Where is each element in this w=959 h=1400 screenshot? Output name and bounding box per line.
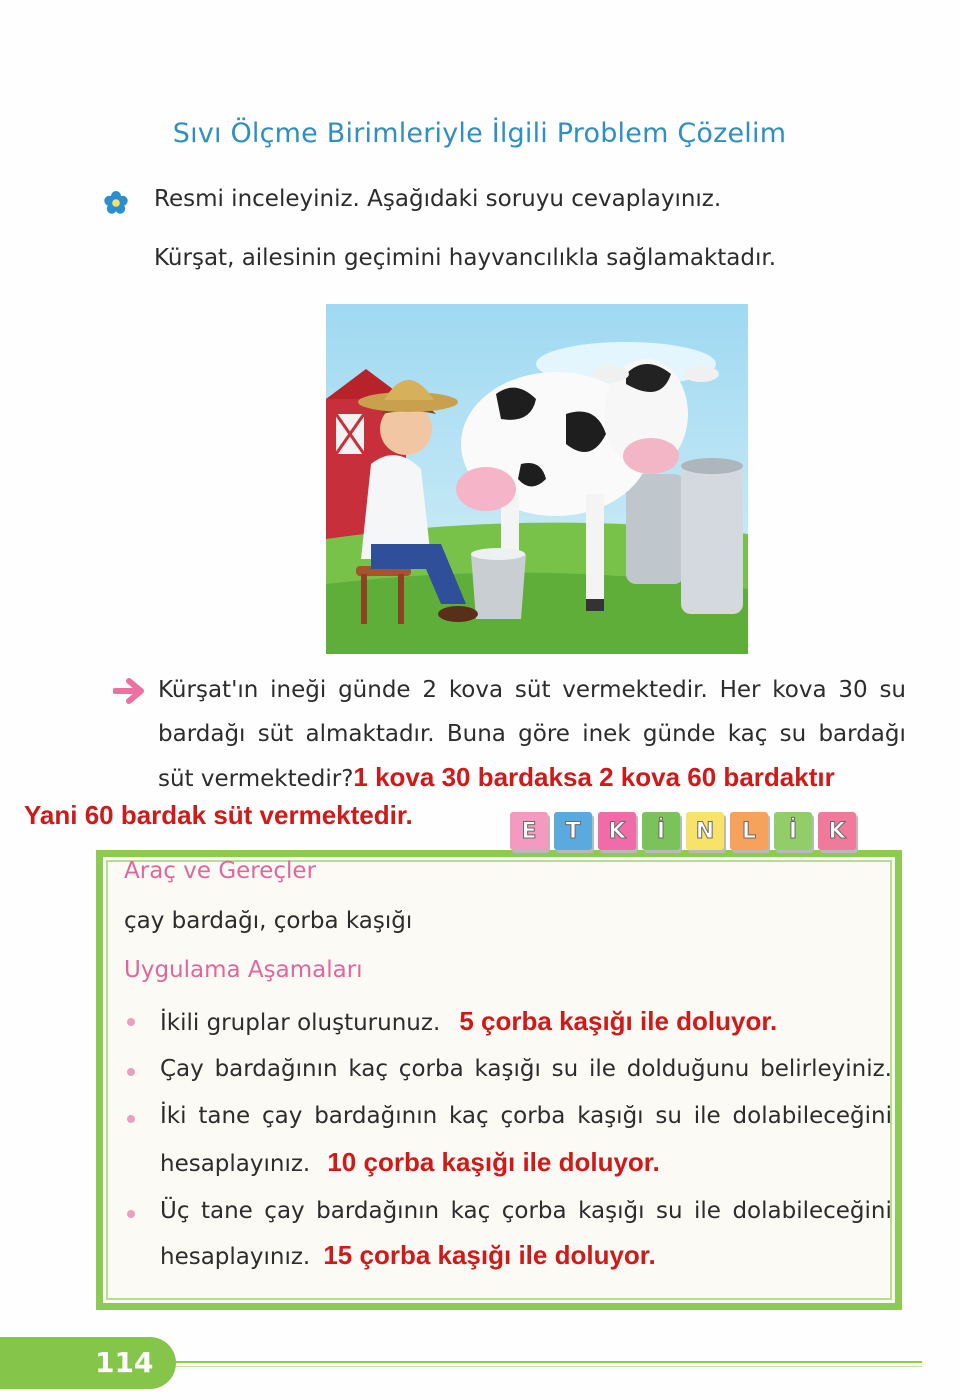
step-4-line-1: Üç tane çay bardağının kaç çorba kaşığı su ile dolabileceğini [160,1198,892,1224]
question-line-2: bardağı süt almaktadır. Buna göre inek günde kaç su bardağı [158,721,906,747]
question-line-1: Kürşat'ın ineği günde 2 kova süt vermektedir. Her kova 30 su [158,677,906,703]
bullet-dot [127,1115,135,1123]
steps-heading: Uygulama Aşamaları [124,957,363,983]
flower-icon [103,190,129,216]
tile-letter: İ [774,812,812,850]
materials-text: çay bardağı, çorba kaşığı [124,908,413,934]
bullet-dot [127,1068,135,1076]
question-end: süt vermektedir? [158,766,354,792]
tile-letter: K [598,812,636,850]
bullet-dot [127,1210,135,1218]
step-1-text: İkili gruplar oluşturunuz. [160,1010,441,1036]
tile-letter: İ [642,812,680,850]
tile-letter: E [510,812,548,850]
story-text: Kürşat, ailesinin geçimini hayvancılıkla sağlamaktadır. [154,245,777,271]
step-2: Çay bardağının kaç çorba kaşığı su ile dolduğunu belirleyiniz. [160,1056,892,1082]
tile-letter: K [818,812,856,850]
tile-letter: T [554,812,592,850]
arrow-right-icon [113,676,147,706]
etkinlik-tiles [510,812,856,850]
step-3-line-2 [160,1147,660,1178]
instruction-text: Resmi inceleyiniz. Aşağıdaki soruyu cevaplayınız. [154,186,722,212]
materials-heading: Araç ve Gereçler [124,858,317,884]
answer-text-2: Yani 60 bardak süt vermektedir. [24,800,413,830]
footer-divider [176,1361,922,1363]
step-4-text: hesaplayınız. [160,1244,311,1270]
step-1-answer: 5 çorba kaşığı ile doluyor. [459,1006,778,1036]
page-number: 114 [95,1346,154,1379]
step-4-answer: 15 çorba kaşığı ile doluyor. [323,1240,656,1270]
step-3-text: hesaplayınız. [160,1151,311,1177]
tile-letter: N [686,812,724,850]
farm-illustration [326,304,748,654]
tile-letter: L [730,812,768,850]
step-3-answer: 10 çorba kaşığı ile doluyor. [327,1147,660,1177]
question-line-3 [158,762,835,793]
footer-divider-thin [176,1366,922,1367]
bullet-dot [127,1018,135,1026]
page-title: Sıvı Ölçme Birimleriyle İlgili Problem Çözelim [172,118,787,149]
step-4-line-2 [160,1240,656,1271]
answer-text-1: 1 kova 30 bardaksa 2 kova 60 bardaktır [353,762,835,792]
step-3-line-1: İki tane çay bardağının kaç çorba kaşığı su ile dolabileceğini [160,1103,892,1129]
step-1 [160,1006,777,1037]
